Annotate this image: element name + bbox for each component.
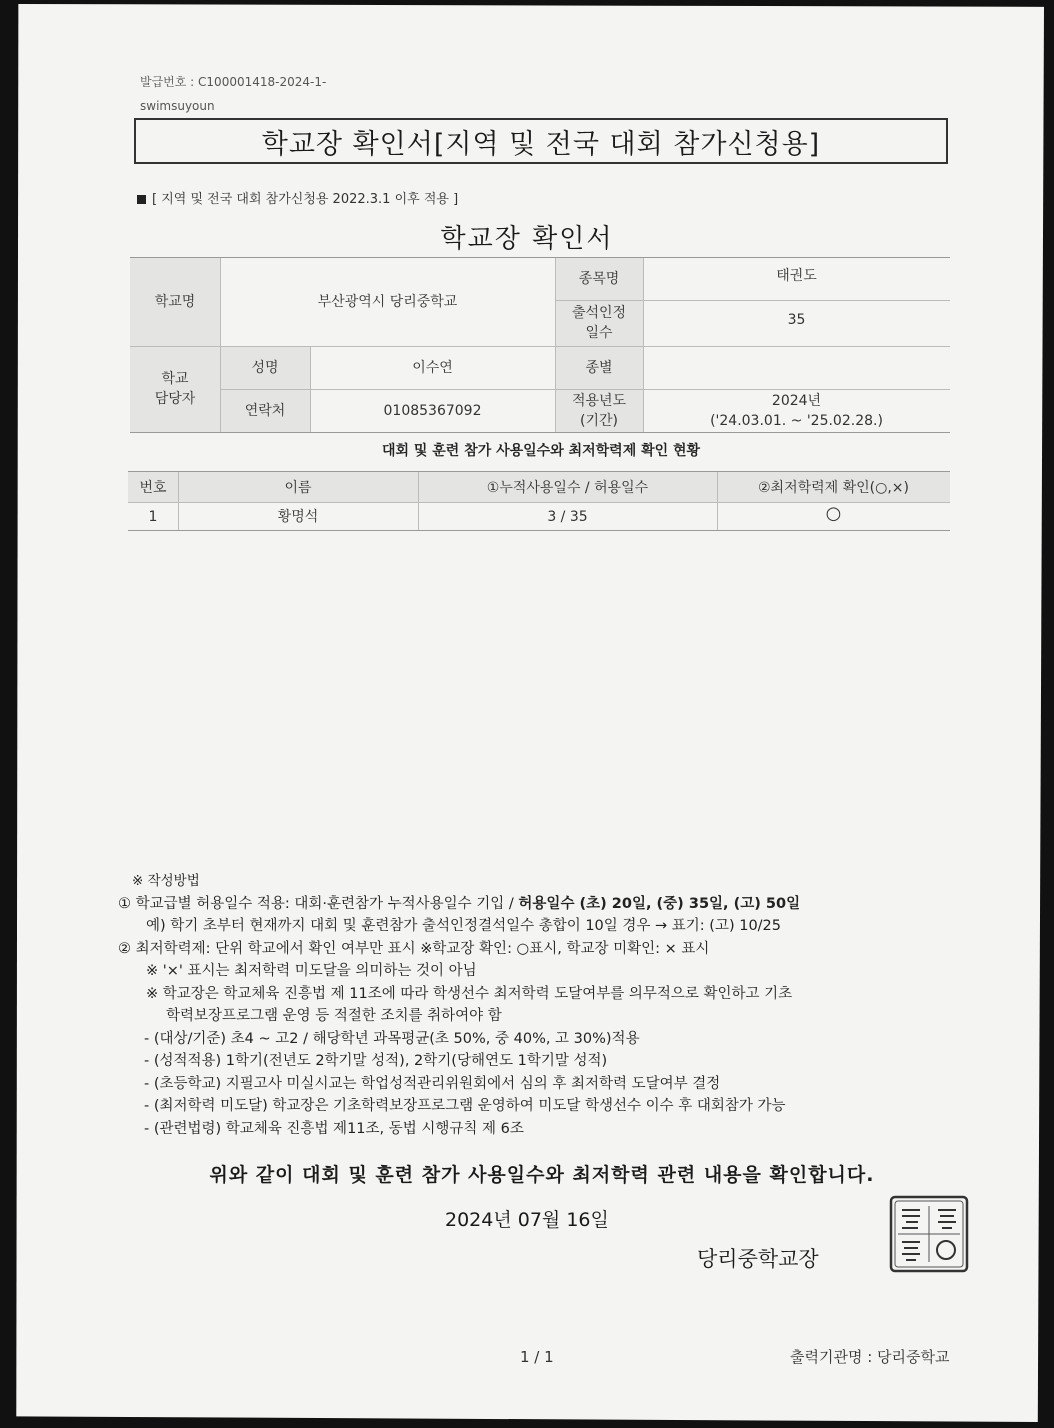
note-line: ※ '×' 표시는 최저학력 미도달을 의미하는 것이 아님 [146, 963, 477, 979]
page-number: 1 / 1 [520, 1348, 554, 1366]
event-label: 종목명 [578, 271, 620, 287]
note-line: - (초등학교) 지필고사 미실시교는 학업성적관리위원회에서 심의 후 최저학력 도달여부 결정 [144, 1075, 721, 1092]
note-line: - (성적적용) 1학기(전년도 2학기말 성적), 2학기(당해연도 1학기말 성적) [144, 1053, 608, 1069]
year-label: 적용년도 (기간) [571, 392, 627, 429]
document-title: 학교장 확인서 [440, 224, 614, 254]
col-header-days: ①누적사용일수 / 허용일수 [486, 480, 649, 496]
main-title: 학교장 확인서[지역 및 전국 대회 참가신청용] [134, 118, 948, 164]
school-value: 부산광역시 당리중학교 [317, 294, 458, 310]
row-days: 3 / 35 [547, 509, 588, 525]
contact-label: 연락처 [244, 402, 286, 419]
row-no: 1 [148, 509, 158, 525]
attendance-label: 출석인정 일수 [571, 305, 627, 341]
note-line: ※ 학교장은 학교체육 진흥법 제 11조에 따라 학생선수 최저학력 도달여부를 의무적으로 확인하고 기초 [146, 985, 793, 1002]
col-header-no: 번호 [139, 480, 167, 496]
year-value: 2024년 ('24.03.01. ~ '25.02.28.) [710, 392, 883, 429]
confirmation-text: 위와 같이 대회 및 훈련 참가 사용일수와 최저학력 관련 내용을 확인합니다. [209, 1164, 875, 1186]
col-header-name: 이름 [284, 480, 312, 496]
school-label: 학교명 [154, 294, 196, 310]
issue-number: 발급번호 : C100001418-2024-1- [140, 75, 327, 89]
table-border [128, 471, 950, 472]
contact-value: 01085367092 [383, 402, 482, 419]
event-value: 태권도 [776, 268, 817, 284]
col-header-check: ②최저학력제 확인(○,×) [758, 480, 909, 496]
note-line: 예) 학기 초부터 현재까지 대회 및 훈련참가 출석인정결석일수 총합이 10일 경우 → 표기: (고) 10/25 [146, 918, 782, 934]
school-seal-icon [888, 1194, 970, 1274]
name-value: 이수연 [412, 359, 453, 376]
issuer-id: swimsuyoun [140, 99, 215, 113]
note-line: - (관련법령) 학교체육 진흥법 제11조, 동법 시행규칙 제 6조 [144, 1120, 524, 1137]
name-label: 성명 [251, 359, 279, 376]
issuing-institution: 출력기관명 : 당리중학교 [790, 1348, 950, 1366]
row-check: ○ [825, 503, 842, 524]
sub-note: [ 지역 및 전국 대회 참가신청용 2022.3.1 이후 적용 ] [137, 188, 458, 207]
row-name: 황명석 [277, 509, 319, 525]
writing-instructions [118, 870, 918, 1140]
table-border [130, 432, 950, 433]
type-value [643, 346, 950, 389]
manager-label: 학교 담당자 [154, 371, 196, 407]
principal-name: 당리중학교장 [697, 1247, 819, 1271]
note-line: ② 최저학력제: 단위 학교에서 확인 여부만 표시 ※학교장 확인: ○표시, 학교장 미확인: × 표시 [118, 940, 710, 957]
note-line: - (대상/기준) 초4 ~ 고2 / 해당학년 과목평균(초 50%, 중 40%, 고 30%)적용 [144, 1030, 640, 1047]
note-line: - (최저학력 미도달) 학교장은 기초학력보장프로그램 운영하여 미도달 학생선수 이수 후 대회참가 가능 [144, 1098, 786, 1114]
attendance-value: 35 [787, 312, 806, 328]
note-line: ① 학교급별 허용일수 적용: 대회·훈련참가 누적사용일수 기입 / 허용일수 (초) 20일, (중) 35일, (고) 50일 [118, 895, 801, 912]
status-table-title: 대회 및 훈련 참가 사용일수와 최저학력제 확인 현황 [381, 443, 701, 459]
type-label: 종별 [585, 359, 613, 376]
issue-info [140, 70, 326, 118]
note-line: 학력보장프로그램 운영 등 적절한 조치를 취하여야 함 [166, 1008, 502, 1024]
notes-heading: ※ 작성방법 [132, 873, 200, 889]
issue-date: 2024년 07월 16일 [445, 1209, 609, 1231]
square-bullet-icon [137, 195, 146, 204]
